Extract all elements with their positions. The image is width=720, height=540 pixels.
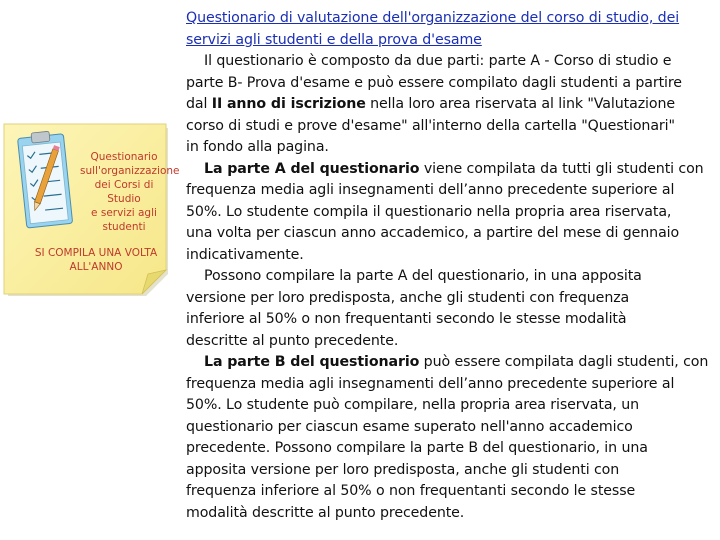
- document-body: [186, 8, 716, 524]
- text-line: 50%. Lo studente compila il questionario nella propria area riservata,: [186, 203, 672, 220]
- note-title-line: studenti: [102, 221, 146, 233]
- paragraph-intro: [186, 51, 716, 159]
- emphasis-enrollment-year: II anno di iscrizione: [211, 96, 366, 112]
- note-title-line: sull'organizzazione: [80, 165, 180, 177]
- title-line: servizi agli studenti e della prova d'esame: [186, 31, 482, 48]
- note-title-line: e servizi agli: [91, 207, 157, 219]
- text-line: precedente. Possono compilare la parte B del questionario, in una: [186, 440, 648, 456]
- text-line: questionario per ciascun esame superato nell'anno accademico: [186, 418, 633, 435]
- note-title: [80, 150, 180, 234]
- note-title-line: dei Corsi di Studio: [94, 179, 154, 205]
- text-line: apposita versione per loro predisposta, anche gli studenti con: [186, 461, 620, 478]
- text-line: Possono compilare la parte A del questionario, in una apposita: [204, 268, 642, 284]
- note-footer-line: ALL'ANNO: [69, 261, 123, 273]
- text-line: una volta per ciascun anno accademico, a partire del mese di gennaio: [186, 225, 680, 241]
- text-span: può essere compilata dagli studenti, con: [419, 354, 709, 370]
- text-line: 50%. Lo studente può compilare, nella propria area riservata, un: [186, 397, 640, 413]
- text-line: frequenza media agli insegnamenti dell’anno precedente superiore al: [186, 375, 675, 392]
- text-span: nella loro area riservata al link "Valutazione: [365, 96, 675, 112]
- text-span: dal: [186, 96, 212, 112]
- page-title: [186, 8, 716, 51]
- text-line: corso di studi e prove d'esame" all'interno della cartella "Questionari": [186, 117, 675, 134]
- text-line: parte B- Prova d'esame e può essere compilato dagli studenti a partire: [186, 74, 682, 91]
- note-title-line: Questionario: [90, 151, 158, 163]
- sticky-note: [2, 122, 180, 298]
- paragraph-part-a: [186, 159, 716, 267]
- text-line: modalità descritte al punto precedente.: [186, 504, 465, 521]
- text-line: indicativamente.: [186, 246, 304, 263]
- paragraph-part-b: [186, 352, 716, 524]
- note-footer: [26, 246, 166, 274]
- text-line: in fondo alla pagina.: [186, 139, 329, 155]
- paragraph-part-a-low-attendance: [186, 266, 716, 352]
- text-line: inferiore al 50% o non frequentanti secondo le stesse modalità: [186, 311, 627, 327]
- note-footer-line: SI COMPILA UNA VOLTA: [34, 247, 158, 259]
- text-span: viene compilata da tutti gli studenti con: [419, 160, 704, 177]
- emphasis-part-b: La parte B del questionario: [204, 354, 420, 370]
- text-line: descritte al punto precedente.: [186, 332, 399, 349]
- text-line: frequenza media agli insegnamenti dell’anno precedente superiore al: [186, 182, 675, 198]
- text-line: Il questionario è composto da due parti: parte A - Corso di studio e: [204, 53, 672, 69]
- clipboard-questionnaire-icon: [17, 130, 73, 228]
- emphasis-part-a: La parte A del questionario: [204, 160, 420, 177]
- text-line: frequenza inferiore al 50% o non frequentanti secondo le stesse: [186, 483, 636, 499]
- title-line: Questionario di valutazione dell'organizzazione del corso di studio, dei: [186, 10, 680, 26]
- text-line: versione per loro predisposta, anche gli studenti con frequenza: [186, 289, 630, 306]
